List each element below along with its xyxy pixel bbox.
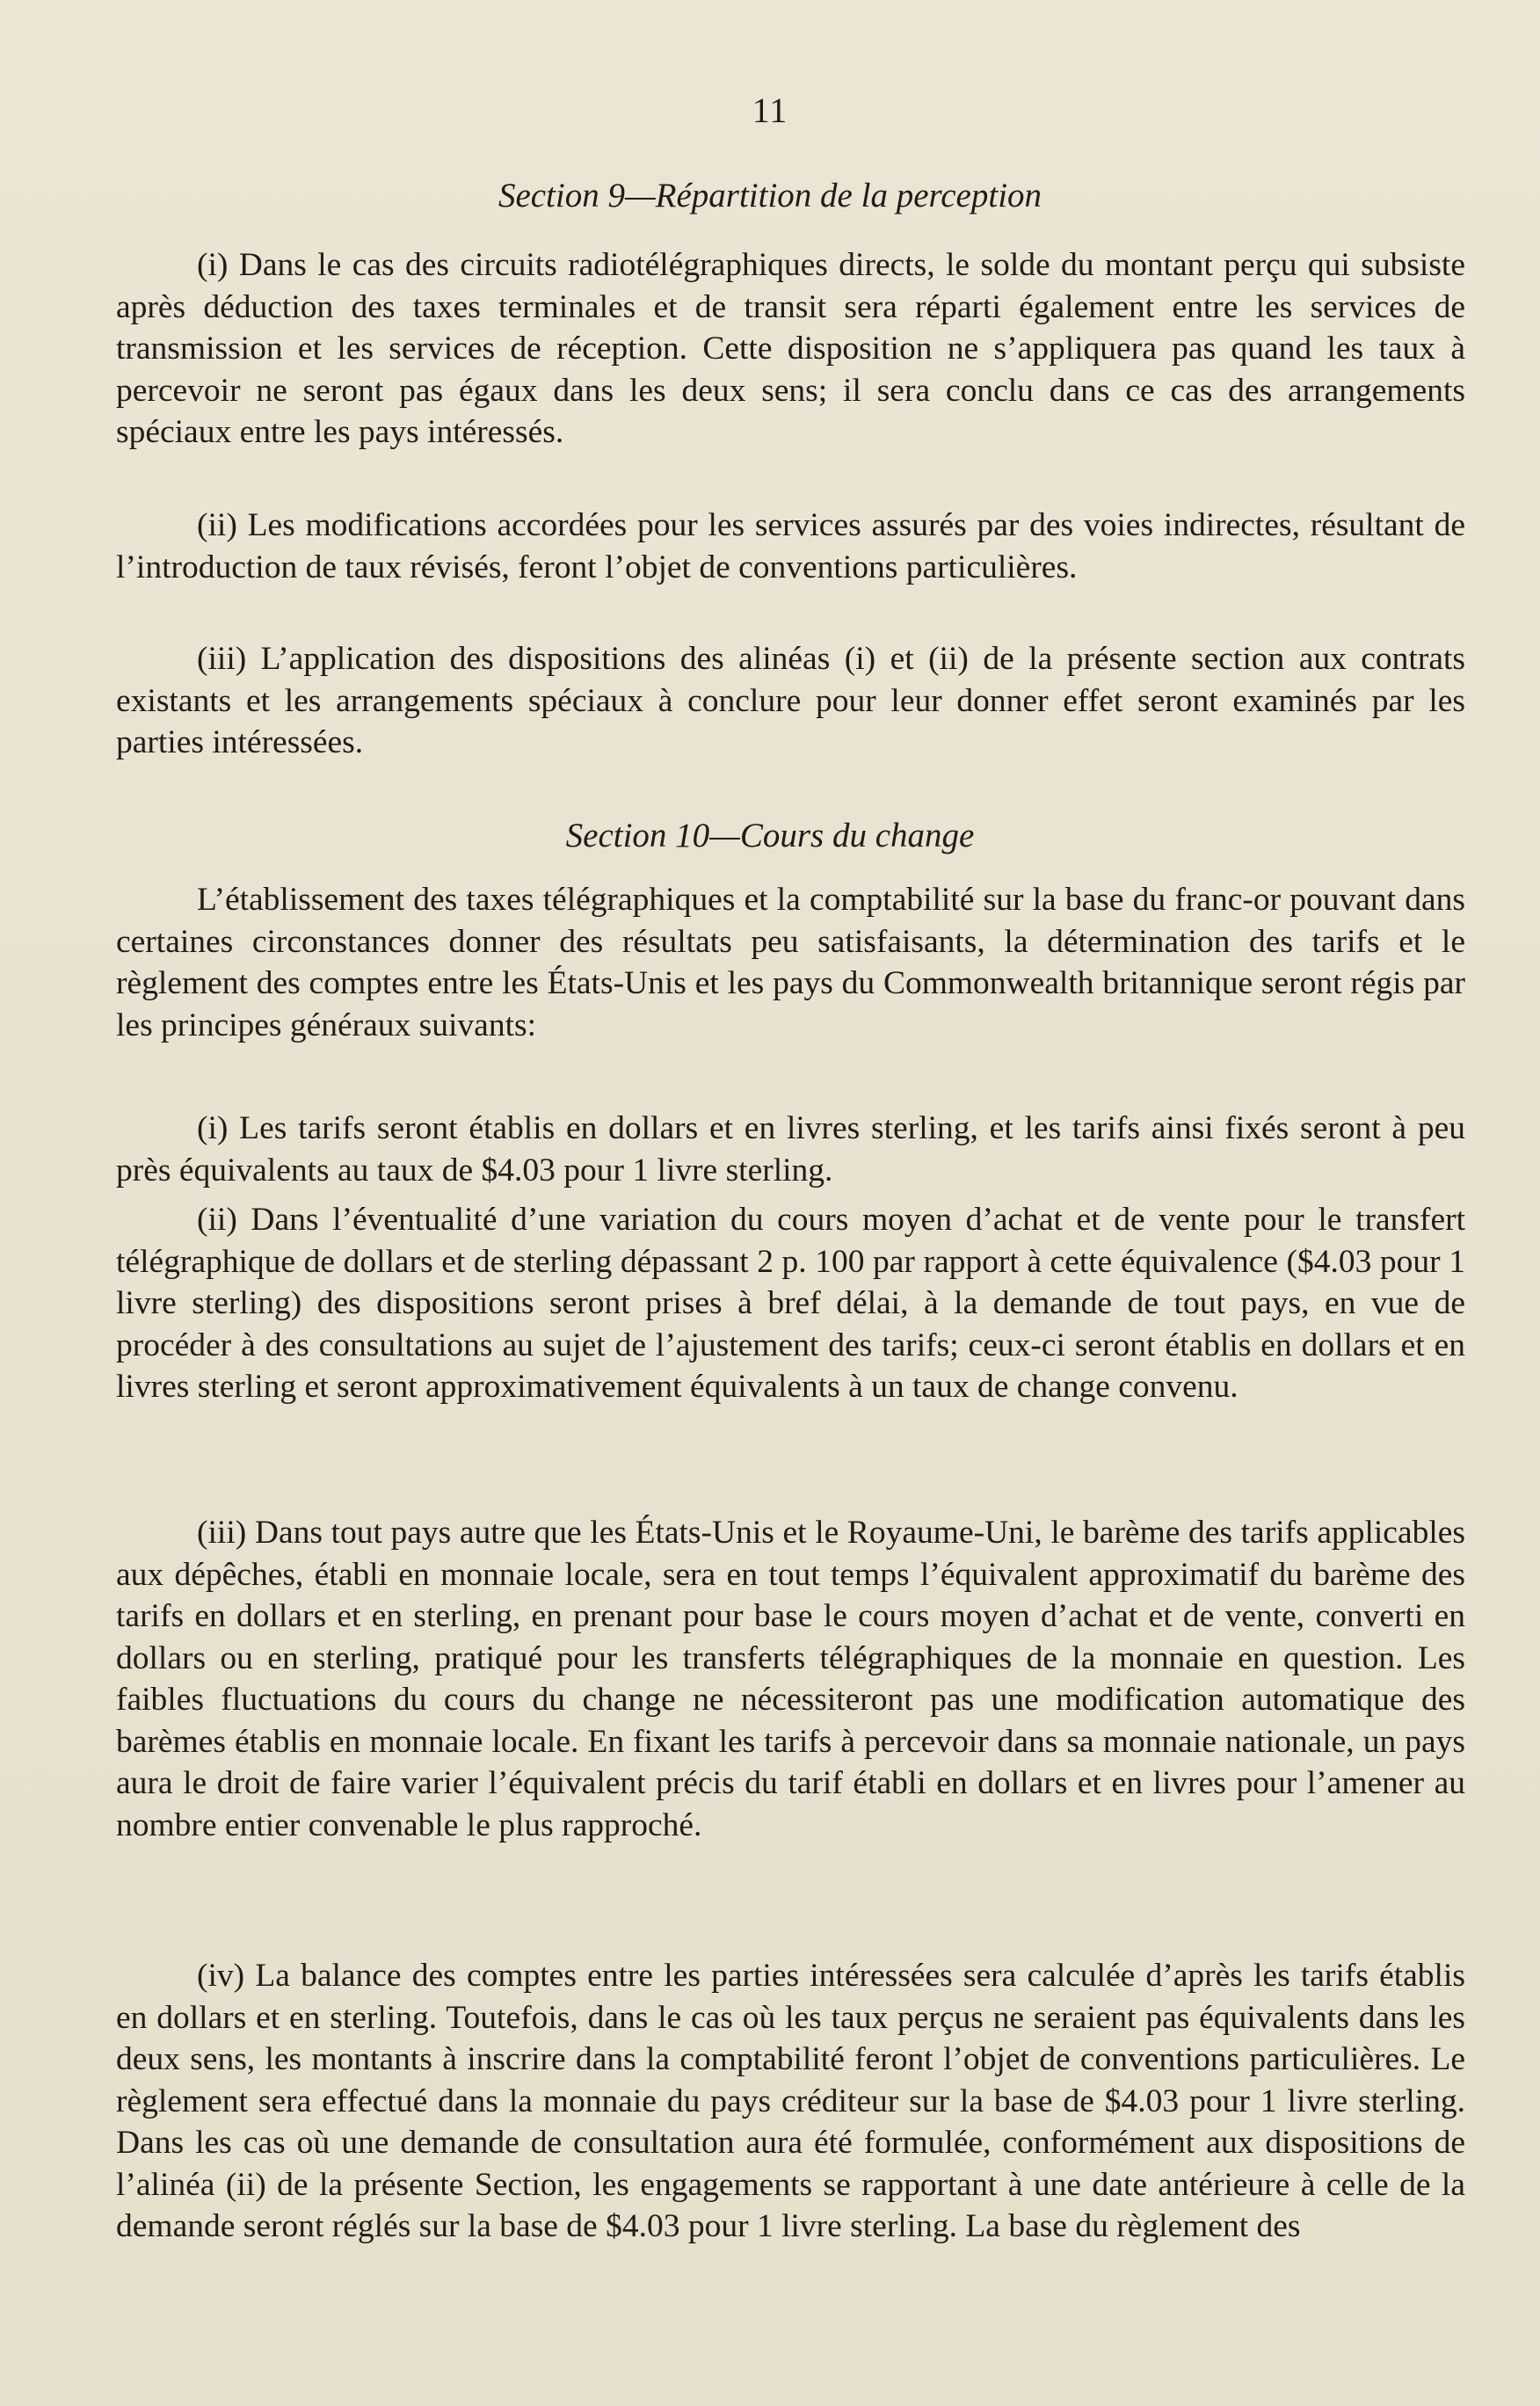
section-10-heading: Section 10—Cours du change: [565, 817, 975, 854]
section-10-paragraph-ii: (ii) Dans l’éventualité d’une variation du cours moyen d’achat et de vente pour le transfert télégraphique de dollars et de sterling dépassant 2 p. 100 par rapport à cette équivalence ($4.03 pour 1 livre sterling) des dispositions seront prises à bref délai, à la demande de tout pays, en vue de procéder à des consultations au sujet de l’ajustement des tarifs; ceux-ci seront établis en dollars et en livres sterling et seront approximativement équivalents à un taux de change convenu.: [116, 1202, 1465, 1405]
section-9-paragraph-iii: (iii) L’application des dispositions des alinéas (i) et (ii) de la présente section aux contrats existants et les arrangements spéciaux à conclure pour leur donner effet seront examinés par les parties intéressées.: [116, 641, 1465, 760]
section-9-heading: Section 9—Répartition de la perception: [498, 177, 1042, 214]
section-10-paragraph-i: (i) Les tarifs seront établis en dollars et en livres sterling, et les tarifs ainsi fixés seront à peu près équivalents au taux de $4.03 pour 1 livre sterling.: [116, 1110, 1465, 1188]
section-10-paragraph-iii: (iii) Dans tout pays autre que les États-Unis et le Royaume-Uni, le barème des tarifs applicables aux dépêches, établi en monnaie locale, sera en tout temps l’équivalent approximatif du barème des tarifs en dollars et en sterling, en prenant pour base le cours moyen d’achat et de vente, converti en dollars ou en sterling, pratiqué pour les transferts télégraphiques de la monnaie en question. Les faibles fluctuations du cours du change ne nécessiteront pas une modification automatique des barèmes établis en monnaie locale. En fixant les tarifs à percevoir dans sa monnaie nationale, un pays aura le droit de faire varier l’équivalent précis du tarif établi en dollars et en livres pour l’amener au nombre entier convenable le plus rapproché.: [116, 1515, 1465, 1843]
section-9-paragraph-ii: (ii) Les modifications accordées pour les services assurés par des voies indirectes, résultant de l’introduction de taux révisés, feront l’objet de conventions particulières.: [116, 507, 1465, 585]
section-10-paragraph-iv: (iv) La balance des comptes entre les parties intéressées sera calculée d’après les tarifs établis en dollars et en sterling. Toutefois, dans le cas où les taux perçus ne seraient pas équivalents dans les deux sens, les montants à inscrire dans la comptabilité feront l’objet de conventions particulières. Le règlement sera effectué dans la monnaie du pays créditeur sur la base de $4.03 pour 1 livre sterling. Dans les cas où une demande de consultation aura été formulée, conformément aux dispositions de l’alinéa (ii) de la présente Section, les engagements se rapportant à une date antérieure à celle de la demande seront réglés sur la base de $4.03 pour 1 livre sterling. La base du règlement des: [116, 1958, 1465, 2244]
section-10-intro-paragraph: L’établissement des taxes télégraphiques et la comptabilité sur la base du franc-or pouvant dans certaines circonstances donner des résultats peu satisfaisants, la détermination des tarifs et le règlement des comptes entre les États-Unis et les pays du Commonwealth britannique seront régis par les principes généraux suivants:: [116, 882, 1465, 1043]
section-9-paragraph-i: (i) Dans le cas des circuits radiotélégraphiques directs, le solde du montant perçu qui subsiste après déduction des taxes terminales et de transit sera réparti également entre les services de transmission et les services de réception. Cette disposition ne s’appliquera pas quand les taux à percevoir ne seront pas égaux dans les deux sens; il sera conclu dans ce cas des arrangements spéciaux entre les pays intéressés.: [116, 247, 1465, 450]
page-number: 11: [752, 91, 788, 130]
